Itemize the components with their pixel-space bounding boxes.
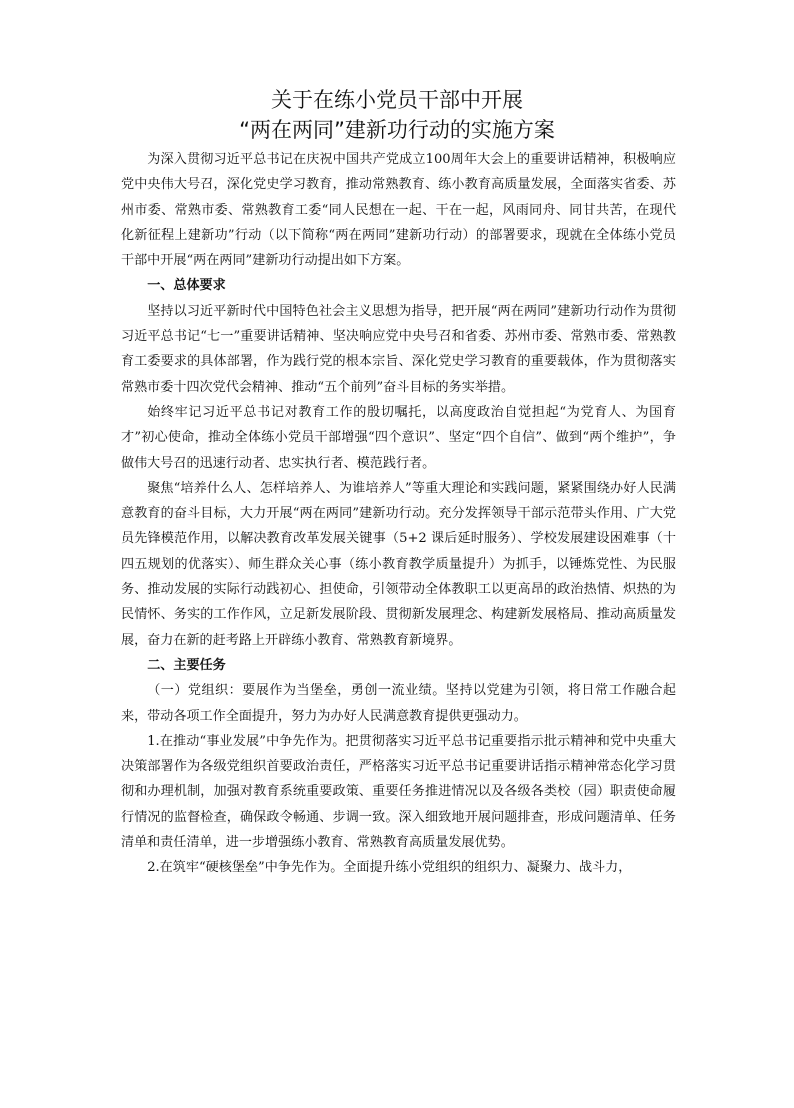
intro-paragraph: 为深入贯彻习近平总书记在庆祝中国共产党成立100周年大会上的重要讲话精神，积极响应党中央伟大号召，深化党史学习教育，推动常熟教育、练小教育高质量发展，全面落实省委、苏州市委、常熟市委、常熟教育工委“同人民想在一起、干在一起，风雨同舟、同甘共苦，在现代化新征程上建新功”行动（以下简称“两在两同”建新功行动）的部署要求，现就在全体练小党员干部中开展“两在两同”建新功行动提出如下方案。	[121, 152, 676, 269]
document-body	[121, 147, 676, 881]
section-heading-main-tasks: 二、主要任务	[147, 657, 226, 673]
section-heading-overall-requirements: 一、总体要求	[147, 278, 226, 294]
section1-paragraph-3: 聚焦“培养什么人、怎样培养人、为谁培养人”等重大理论和实践问题，紧紧围绕办好人民满意教育的奋斗目标，大力开展“两在两同”建新功行动。充分发挥领导干部示范带头作用、广大党员先锋模范作用，以解决教育改革发展关键事（5+2 课后延时服务）、学校发展建设困难事（十四五规划的优落实）、师生群众关心事（练小教育教学质量提升）为抓手，以锤炼党性、为民服务、推动发展的实际行动践初心、担使命，引领带动全体教职工以更高昂的政治热情、炽热的为民情怀、务实的工作作风，立足新发展阶段、贯彻新发展理念、构建新发展格局、推动高质量发展，奋力在新的赶考路上开辟练小教育、常熟教育新境界。	[121, 480, 676, 648]
document-title-line-2: “两在两同”建新功行动的实施方案	[239, 118, 555, 142]
section1-paragraph-2: 始终牢记习近平总书记对教育工作的殷切嘱托，以高度政治自觉担起“为党育人、为国育才”初心使命，推动全体练小党员干部增强“四个意识”、坚定“四个自信”、做到“两个维护”，争做伟大号召的迅速行动者、忠实执行者、模范践行者。	[121, 404, 676, 471]
section2-paragraph-2: 1.在推动“事业发展”中争先作为。把贯彻落实习近平总书记重要指示批示精神和党中央重大决策部署作为各级党组织首要政治责任，严格落实习近平总书记重要讲话指示精神常态化学习贯彻和办理机制，加强对教育系统重要政策、重要任务推进情况以及各级各类校（园）职责使命履行情况的监督检查，确保政令畅通、步调一致。深入细致地开展问题排查，形成问题清单、任务清单和责任清单，进一步增强练小教育、常熟教育高质量发展优势。	[121, 733, 676, 851]
section2-paragraph-3: 2.在筑牢“硬核堡垒”中争先作为。全面提升练小党组织的组织力、凝聚力、战斗力，	[147, 860, 632, 876]
section2-paragraph-1: （一）党组织：要展作为当堡垒，勇创一流业绩。坚持以党建为引领，将日常工作融合起来，带动各项工作全面提升，努力为办好人民满意教育提供更强动力。	[121, 683, 676, 724]
section1-paragraph-1: 坚持以习近平新时代中国特色社会主义思想为指导，把开展“两在两同”建新功行动作为贯彻习近平总书记“七一”重要讲话精神、坚决响应党中央号召和省委、苏州市委、常熟市委、常熟教育工委要求的具体部署，作为践行党的根本宗旨、深化党史学习教育的重要载体，作为贯彻落实常熟市委十四次党代会精神、推动“五个前列”奋斗目标的务实举措。	[121, 303, 676, 395]
document-title-line-1: 关于在练小党员干部中开展	[271, 88, 523, 112]
